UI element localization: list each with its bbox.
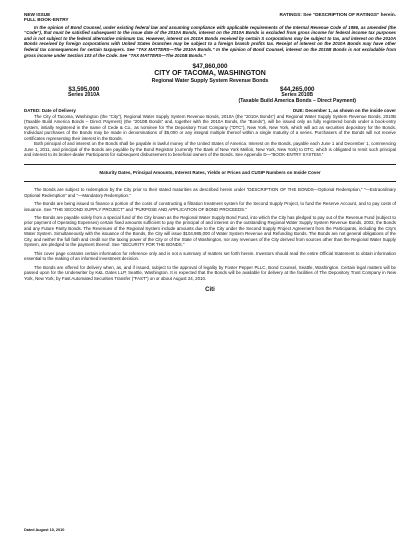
total-amount: $47,860,000 [192,63,228,71]
dated-footer: Dated August 10, 2010 [24,528,65,532]
paragraph-redemption: The Bonds are subject to redemption by the City prior to their stated maturities as described herein under “DESCRIPTION OF THE BONDS—Optional Redemption,” “—Extraordinary Optional Redemption” and “—Mandatory Redemption.” [24,187,396,198]
bond-title: Regional Water Supply System Revenue Bonds [151,78,269,85]
issuer-name: CITY OF TACOMA, WASHINGTON [154,70,266,78]
dated-label: DATED: Date of Delivery [24,107,76,113]
document-page [24,12,396,293]
header [24,12,396,23]
series-row [24,86,396,105]
paragraph-payment: Both principal of and interest on the Bonds shall be payable in lawful money of the United States of America. Interest on the Bonds, payable each June 1 and December 1, commencing June 1, 2011, and principal of the Bonds are payable by the Bond Registrar (currently The Bank of New York Mellon, New York, New York) to DTC, which is obligated to remit such principal and interest to its broker-dealer Participants for subsequent disbursement to beneficial owners of the Bonds. See Appendix D—“BOOK-ENTRY SYSTEM.” [24,141,396,158]
new-issue-label: NEW ISSUE [24,12,51,17]
series-label: Series 2010B [281,92,314,99]
paragraph-cover-disclaimer: This cover page contains certain information for reference only and is not a summary of matters set forth herein. Investors should read the entire Official Statement to obtain information essential to the making of an informed investment decision. [24,250,396,262]
series-2010a [68,86,100,105]
maturity-note: Maturity Dates, Principal Amounts, Interest Rates, Yields or Prices and CUSIP Numbers on Inside Cover [99,169,321,175]
underwriter-logo: Citi [205,286,215,293]
series-amount: $3,595,000 [68,86,100,94]
paragraph-purpose: The Bonds are being issued to finance a portion of the costs of constructing a filtration treatment system for the Second Supply Project, to fund the Reserve Account, and to pay costs of issuance. See “THE SECOND SUPPLY PROJECT” and “PURPOSE AND APPLICATION OF BOND PROCEEDS.” [24,201,396,212]
series-2010b [239,86,356,105]
tax-opinion-paragraph: In the opinion of Bond Counsel, under existing federal law and assuming compliance with applicable requirements of the Internal Revenue Code of 1986, as amended (the “Code”), that must be satisfied subsequent to the issue date of the 2010A Bonds, interest on the 2010A Bonds is excluded from gross income for federal income tax purposes and is not subject to the federal alternative minimum tax. However, interest on 2010A Bonds received by certain S corporations may be subject to tax, and interest on the 2010A Bonds received by foreign corporations with United States branches may be subject to a foreign branch profits tax. Receipt of interest on the 2010A Bonds may have other federal tax consequences for certain taxpayers. See “TAX MATTERS—The 2010A Bonds.” In the opinion of Bond Counsel, interest on the 2010B Bonds is not excludable from gross income under Section 103 of the Code. See “TAX MATTERS—The 2010B Bonds.” [24,24,396,58]
paragraph-security: The Bonds are payable solely from a special fund of the City known as the Regional Water Supply Bond Fund, into which the City has pledged to pay out of the Revenue Fund (subject to prior payment of Operating Expenses) certain fixed amounts sufficient to pay the principal of and interest on the outstanding Regional Water Supply System Revenue Bonds, 2002, the Bonds and any Future Parity Bonds. The Revenues of the Regional System include amounts due to the City under the Second Supply Project Agreement from the Participants, including the City’s Water System. Simultaneously with the issuance of the Bonds, the City will issue $104,985,000 of Water System Revenue and Refunding Bonds. The Bonds are not general obligations of the City, and neither the full faith and credit nor the taxing power of the City or of the State of Washington, nor any revenues of the City derived from sources other than the Regional Water Supply System, are pledged to the payment thereof. See “SECURITY FOR THE BONDS.” [24,214,396,248]
series-note: (Taxable Build America Bonds – Direct Payment) [238,98,356,105]
ratings-label: RATINGS: See “DESCRIPTION OF RATINGS” herein. [279,12,396,17]
paragraph-book-entry: The City of Tacoma, Washington (the “City”), Regional Water Supply System Revenue Bonds, 2010A (the “2010A Bonds”) and Regional Water Supply System Revenue Bonds, 2010B (Taxable Build America Bonds – Direct Payment) (the “2010B Bonds” and, together with the 2010A Bonds, the “Bonds”), will be issued only as fully registered bonds under a book-entry system, initially registered in the name of Cede & Co., as nominee for The Depository Trust Company (“DTC”), New York, New York, which will act as securities depository for the Bonds. Individual purchases of the Bonds may be made in denominations of $5,000 or any integral multiple thereof within a single maturity of a series. Purchasers of the Bonds will not receive certificates representing their interest in the Bonds. [24,113,396,141]
book-entry-label: FULL BOOK-ENTRY [24,17,69,23]
paragraph-delivery: The Bonds are offered for delivery when, as, and if issued, subject to the approval of legality by Foster Pepper PLLC, Bond Counsel, Seattle, Washington. Certain legal matters will be passed upon for the Underwriter by K&L Gates LLP, Seattle, Washington. It is expected that the Bonds will be available for delivery at the facilities of The Depository Trust Company in New York, New York, by Fast Automated Securities Transfer (“FAST”) on or about August 24, 2010. [24,264,396,281]
due-label: DUE: December 1, as shown on the inside cover [292,107,396,113]
divider [24,164,396,165]
series-label: Series 2010A [68,92,100,99]
series-amount: $44,265,000 [280,86,315,94]
header-left [24,12,69,23]
divider [24,181,396,182]
